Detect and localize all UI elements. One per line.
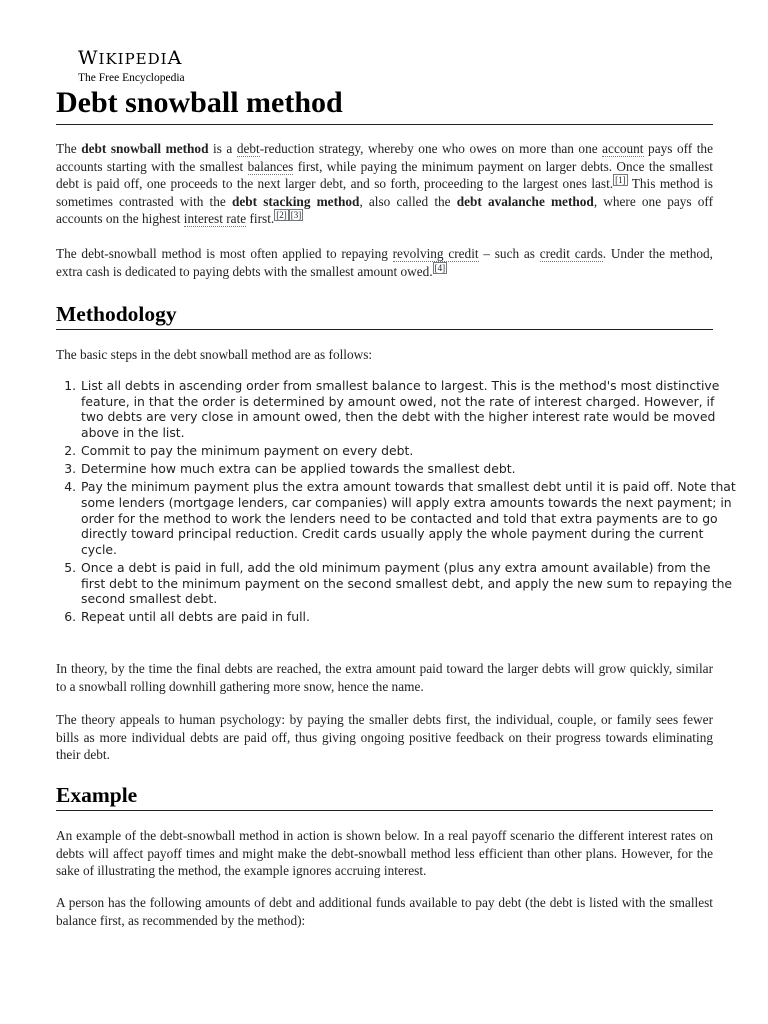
page-title: Debt snowball method — [56, 84, 713, 125]
methodology-lead: The basic steps in the debt snowball method are as follows: — [56, 347, 373, 362]
link-credit-cards[interactable]: credit cards — [539, 246, 603, 261]
psychology-paragraph: The theory appeals to human psychology: by paying the smaller debts first, the individual, couple, or family sees fewer bills as more individual debts are paid off, thus giving ongoing positive feedback on their progress towards eliminating their debt. — [56, 712, 713, 762]
link-debt[interactable]: debt — [236, 141, 260, 156]
list-item: 3. Determine how much extra can be applied towards the smallest debt. — [80, 461, 737, 477]
ref-1[interactable]: [1] — [615, 175, 626, 185]
link-revolving-credit[interactable]: revolving credit — [392, 246, 479, 261]
theory-paragraph: In theory, by the time the final debts are reached, the extra amount paid toward the larger debts will grow quickly, similar to a snowball rolling downhill gathering more snow, hence the name. — [56, 661, 713, 694]
list-item: 5. Once a debt is paid in full, add the old minimum payment (plus any extra amount available) from the first debt to the minimum payment on the second smallest debt, and apply the new sum to repaying the second smallest debt. — [80, 560, 737, 607]
logo-wordmark: WIKIPEDIA — [78, 47, 183, 69]
example-paragraph-2: A person has the following amounts of debt and additional funds available to pay debt (the debt is listed with the smallest balance first, as recommended by the method): — [56, 895, 713, 928]
link-account[interactable]: account — [602, 141, 644, 156]
list-item: 1. List all debts in ascending order from smallest balance to largest. This is the method's most distinctive feature, in that the order is determined by amount owed, not the rate of interest charged. However, if two debts are very close in amount owed, then the debt with the higher interest rate would be moved above in the list. — [80, 378, 737, 440]
term-debt-snowball: debt snowball method — [81, 141, 209, 156]
link-balances[interactable]: balances — [247, 158, 294, 174]
list-item: 6. Repeat until all debts are paid in full. — [80, 609, 737, 625]
list-item: 4. Pay the minimum payment plus the extra amount towards that smallest debt until it is paid off. Note that some lenders (mortgage lenders, car companies) will apply extra amounts towards the next payment; in order for the method to work the lenders need to be contacted and told that extra payments are to go directly toward principal reduction. Credit cards usually apply the whole payment during the current cycle. — [80, 479, 737, 557]
logo-tagline: The Free Encyclopedia — [78, 72, 185, 84]
steps-list — [56, 378, 737, 627]
intro-paragraph-2: The debt-snowball method is most often applied to repaying revolving credit – such as credit cards. Under the method, extra cash is dedicated to paying debts with the smallest amount owed. [4] — [56, 246, 713, 279]
ref-4[interactable]: [4] — [434, 262, 446, 273]
term-debt-stacking: debt stacking method — [231, 193, 360, 209]
heading-example: Example — [56, 781, 713, 811]
example-paragraph-1: An example of the debt-snowball method in action is shown below. In a real payoff scenario the different interest rates on debts will affect payoff times and might make the debt-snowball method less efficient than other plans. However, for the sake of illustrating the method, the example ignores accruing interest. — [56, 828, 713, 878]
ref-2[interactable]: [2] — [276, 210, 287, 220]
term-debt-avalanche: debt avalanche method — [456, 193, 594, 209]
heading-methodology: Methodology — [56, 300, 713, 330]
wikipedia-logo[interactable] — [78, 48, 185, 85]
ref-3[interactable]: [3] — [290, 210, 302, 220]
intro-paragraph-1: The debt snowball method is a debt-reduction strategy, whereby one who owes on more than one account pays off the accounts starting with the smallest balances first, while paying the minimum payment on larger debts. Once the smallest debt is paid off, one proceeds to the next larger debt, and so forth, proceeding to the largest ones last. [1] This method is sometimes contrasted with the debt stacking method, also called the debt avalanche method, where one pays off accounts on the highest interest rate first. [2] [3] — [56, 141, 713, 226]
list-item: 2. Commit to pay the minimum payment on every debt. — [80, 443, 737, 459]
link-interest-rate[interactable]: interest rate — [183, 211, 247, 226]
